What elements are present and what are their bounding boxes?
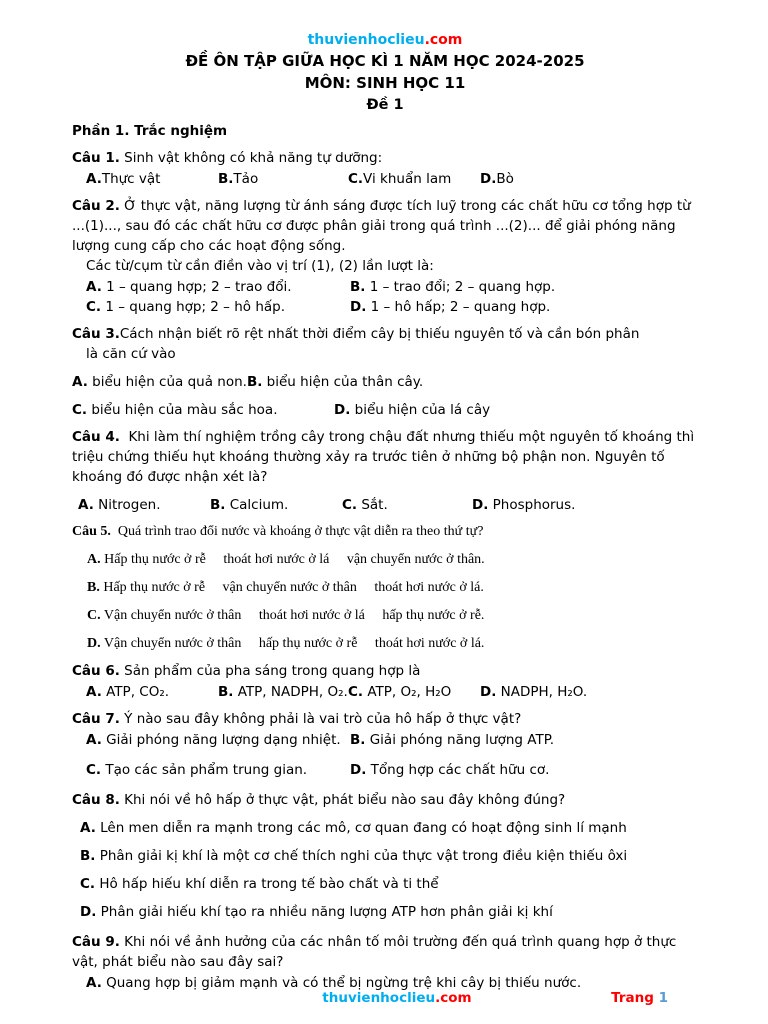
question-2-options: [72, 277, 698, 317]
q6-option-b: [218, 682, 348, 702]
q1-option-d: [480, 169, 514, 189]
footer-site-name[interactable]: thuvienhoclieu: [322, 990, 436, 1006]
option-letter: A.: [78, 497, 94, 513]
question-9: [72, 932, 698, 993]
question-5: [72, 522, 698, 654]
question-8: [72, 790, 698, 922]
exam-title: ĐỀ ÔN TẬP GIỮA HỌC KÌ 1 NĂM HỌC 2024-2025: [185, 52, 585, 70]
option-text: Calcium.: [225, 497, 289, 513]
question-3: [72, 324, 698, 420]
q7-option-d: [350, 760, 549, 780]
option-letter: A.: [86, 684, 102, 700]
option-text: Phân giải kị khí là một cơ chế thích nghi của thực vật trong điều kiện thiếu ôxi: [95, 848, 628, 864]
question-9-stem: Khi nói về ảnh hưởng của các nhân tố môi trường đến quá trình quang hợp ở thực vật, phát biểu nào sau đây sai?: [72, 934, 681, 970]
q5-option-b: [72, 578, 698, 598]
option-letter: D.: [87, 636, 101, 651]
q5-option-d: [72, 634, 698, 654]
footer-page-label: Trang: [611, 990, 659, 1006]
option-letter: D.: [480, 684, 497, 700]
option-letter: B.: [350, 279, 366, 295]
q5-option-c: [72, 606, 698, 626]
q3-option-c: [72, 400, 334, 420]
q7-row-1: [86, 730, 698, 750]
question-3-stem-line2: là căn cứ vào: [86, 346, 176, 362]
question-1: [72, 148, 698, 189]
option-letter: B.: [80, 848, 96, 864]
option-text: Tạo các sản phẩm trung gian.: [101, 762, 308, 778]
header-site-tld[interactable]: .com: [424, 32, 463, 48]
option-letter: C.: [80, 876, 96, 892]
option-text: ATP, CO₂.: [101, 684, 170, 700]
footer-page-num: 1: [658, 990, 668, 1006]
option-text: Vận chuyển nước ở thân thoát hơi nước ở lá hấp thụ nước ở rễ.: [100, 608, 485, 623]
question-7-label: Câu 7.: [72, 711, 120, 727]
question-3-label: Câu 3.: [72, 326, 120, 342]
question-7-options: [72, 730, 698, 780]
question-3-options: [72, 372, 698, 420]
option-letter: A.: [72, 374, 88, 390]
option-letter: C.: [86, 299, 102, 315]
q3-row-1: [72, 372, 698, 392]
option-letter: B.: [87, 580, 100, 595]
question-6-text: [72, 661, 698, 681]
option-letter: A.: [80, 820, 96, 836]
option-text: Giải phóng năng lượng ATP.: [365, 732, 555, 748]
q8-option-d: [80, 902, 698, 922]
question-4-stem: Khi làm thí nghiệm trồng cây trong chậu đất nhưng thiếu một nguyên tố khoáng thì triệu chứng thiếu hụt khoáng thường xảy ra trước tiên ở những bộ phận non. Nguyên tố khoáng đó được nhận xét là?: [72, 429, 699, 485]
q2-row-1: [86, 277, 698, 297]
option-letter: D.: [80, 904, 97, 920]
option-letter: C.: [86, 762, 102, 778]
option-text: Vi khuẩn lam: [363, 171, 452, 187]
question-5-stem: Quá trình trao đổi nước và khoáng ở thực vật diễn ra theo thứ tự?: [110, 524, 484, 539]
option-letter: D.: [472, 497, 489, 513]
option-text: Tổng hợp các chất hữu cơ.: [366, 762, 550, 778]
section-heading: Phần 1. Trắc nghiệm: [72, 123, 228, 139]
option-text: ATP, O₂, H₂O: [363, 684, 452, 700]
question-2-label: Câu 2.: [72, 198, 120, 214]
q3-option-b: [247, 372, 423, 392]
option-text: ATP, NADPH, O₂.: [233, 684, 348, 700]
question-7-stem: Ý nào sau đây không phải là vai trò của hô hấp ở thực vật?: [119, 711, 522, 727]
option-letter: D.: [334, 402, 351, 418]
option-text: Phosphorus.: [488, 497, 576, 513]
option-text: biểu hiện của thân cây.: [262, 374, 424, 390]
option-letter: A.: [86, 975, 102, 991]
question-8-text: [72, 790, 698, 810]
question-4: [72, 427, 698, 515]
option-text: 1 – quang hợp; 2 – hô hấp.: [101, 299, 286, 315]
question-5-label: Câu 5.: [72, 524, 111, 539]
option-text: Bò: [496, 171, 514, 187]
option-text: 1 – trao đổi; 2 – quang hợp.: [365, 279, 556, 295]
option-letter: D.: [350, 299, 367, 315]
q6-option-c: [348, 682, 480, 702]
q4-option-d: [472, 495, 575, 515]
question-9-label: Câu 9.: [72, 934, 120, 950]
option-letter: A.: [86, 279, 102, 295]
q7-option-b: [350, 730, 554, 750]
q6-option-d: [480, 682, 587, 702]
question-2: [72, 196, 698, 317]
option-text: biểu hiện của quả non.: [87, 374, 247, 390]
option-letter: B.: [210, 497, 226, 513]
question-4-options: [72, 495, 698, 515]
option-text: Quang hợp bị giảm mạnh và có thể bị ngừng trệ khi cây bị thiếu nước.: [101, 975, 582, 991]
option-letter: B.: [218, 171, 234, 187]
q7-option-a: [86, 730, 350, 750]
option-letter: C.: [342, 497, 358, 513]
question-8-stem: Khi nói về hô hấp ở thực vật, phát biểu nào sau đây không đúng?: [119, 792, 566, 808]
q4-option-a: [78, 495, 210, 515]
option-text: Phân giải hiếu khí tạo ra nhiều năng lượng ATP hơn phân giải kị khí: [96, 904, 553, 920]
option-text: Hô hấp hiếu khí diễn ra trong tế bào chất và ti thể: [95, 876, 439, 892]
question-6-label: Câu 6.: [72, 663, 120, 679]
footer-page-number: [611, 988, 668, 1008]
question-3-stem: Cách nhận biết rõ rệt nhất thời điểm cây bị thiếu nguyên tố và cần bón phân: [119, 326, 640, 342]
option-text: 1 – hô hấp; 2 – quang hợp.: [366, 299, 551, 315]
q2-option-b: [350, 277, 555, 297]
option-text: biểu hiện của màu sắc hoa.: [87, 402, 278, 418]
option-text: Giải phóng năng lượng dạng nhiệt.: [101, 732, 341, 748]
option-letter: B.: [218, 684, 234, 700]
footer-site-tld[interactable]: .com: [435, 990, 472, 1006]
q2-row-2: [86, 297, 698, 317]
option-text: Hấp thụ nước ở rễ thoát hơi nước ở lá vận chuyển nước ở thân.: [100, 552, 485, 567]
question-5-text: [72, 522, 698, 542]
question-4-label: Câu 4.: [72, 429, 120, 445]
q1-option-b: [218, 169, 348, 189]
q2-option-a: [86, 277, 350, 297]
option-letter: A.: [86, 732, 102, 748]
option-letter: A.: [87, 552, 101, 567]
page-footer: [72, 988, 698, 1008]
q2-option-d: [350, 297, 550, 317]
option-letter: C.: [348, 684, 364, 700]
option-letter: D.: [350, 762, 367, 778]
option-text: Nitrogen.: [93, 497, 161, 513]
option-letter: C.: [348, 171, 364, 187]
option-text: Hấp thụ nước ở rễ vận chuyển nước ở thân thoát hơi nước ở lá.: [99, 580, 484, 595]
option-text: biểu hiện của lá cây: [350, 402, 491, 418]
exam-subject: MÔN: SINH HỌC 11: [304, 74, 466, 92]
footer-site-link[interactable]: [322, 988, 471, 1008]
exam-number: Đề 1: [366, 97, 404, 113]
q7-option-c: [86, 760, 350, 780]
question-6: [72, 661, 698, 702]
question-6-stem: Sản phẩm của pha sáng trong quang hợp là: [119, 663, 421, 679]
option-text: Sắt.: [357, 497, 388, 513]
q2-option-c: [86, 297, 350, 317]
q4-option-c: [342, 495, 472, 515]
q1-option-c: [348, 169, 480, 189]
q8-option-a: [80, 818, 698, 838]
question-3-text: [72, 324, 698, 344]
question-8-options: [72, 818, 698, 922]
option-letter: B.: [350, 732, 366, 748]
q1-option-a: [86, 169, 218, 189]
question-1-label: Câu 1.: [72, 150, 120, 166]
question-1-text: [72, 148, 698, 168]
option-text: Lên men diễn ra mạnh trong các mô, cơ quan đang có hoạt động sinh lí mạnh: [95, 820, 627, 836]
q3-option-d: [334, 400, 490, 420]
q6-option-a: [86, 682, 218, 702]
q3-option-a: [72, 372, 247, 392]
header-site-link[interactable]: [72, 30, 698, 50]
option-text: Vận chuyển nước ở thân hấp thụ nước ở rễ thoát hơi nước ở lá.: [100, 636, 485, 651]
q7-row-2: [86, 760, 698, 780]
option-letter: B.: [246, 374, 263, 390]
question-1-options: [72, 169, 698, 189]
option-text: 1 – quang hợp; 2 – trao đổi.: [101, 279, 292, 295]
q4-option-b: [210, 495, 342, 515]
q5-option-a: [72, 550, 698, 570]
question-6-options: [72, 682, 698, 702]
question-2-note: Các từ/cụm từ cần điền vào vị trí (1), (2) lần lượt là:: [86, 258, 434, 274]
option-letter: A.: [86, 171, 102, 187]
q3-row-2: [72, 400, 698, 420]
option-text: Tảo: [233, 171, 259, 187]
option-letter: C.: [87, 608, 101, 623]
q8-option-b: [80, 846, 698, 866]
question-2-stem: Ở thực vật, năng lượng từ ánh sáng được tích luỹ trong các chất hữu cơ tổng hợp từ ...(1)..., sau đó các chất hữu cơ được phân giải trong quá trình ...(2)... để giải phóng năng lượng cung cấp cho các hoạt động sống.: [72, 198, 695, 254]
option-text: Thực vật: [101, 171, 161, 187]
q8-option-c: [80, 874, 698, 894]
option-text: NADPH, H₂O.: [496, 684, 588, 700]
question-1-stem: Sinh vật không có khả năng tự dưỡng:: [119, 150, 383, 166]
header-site-name[interactable]: thuvienhoclieu: [307, 32, 425, 48]
question-9-text: [72, 932, 698, 972]
question-2-text: [72, 196, 698, 256]
question-7-text: [72, 709, 698, 729]
question-4-text: [72, 427, 698, 487]
option-letter: D.: [480, 171, 497, 187]
question-8-label: Câu 8.: [72, 792, 120, 808]
option-letter: C.: [72, 402, 88, 418]
question-7: [72, 709, 698, 780]
